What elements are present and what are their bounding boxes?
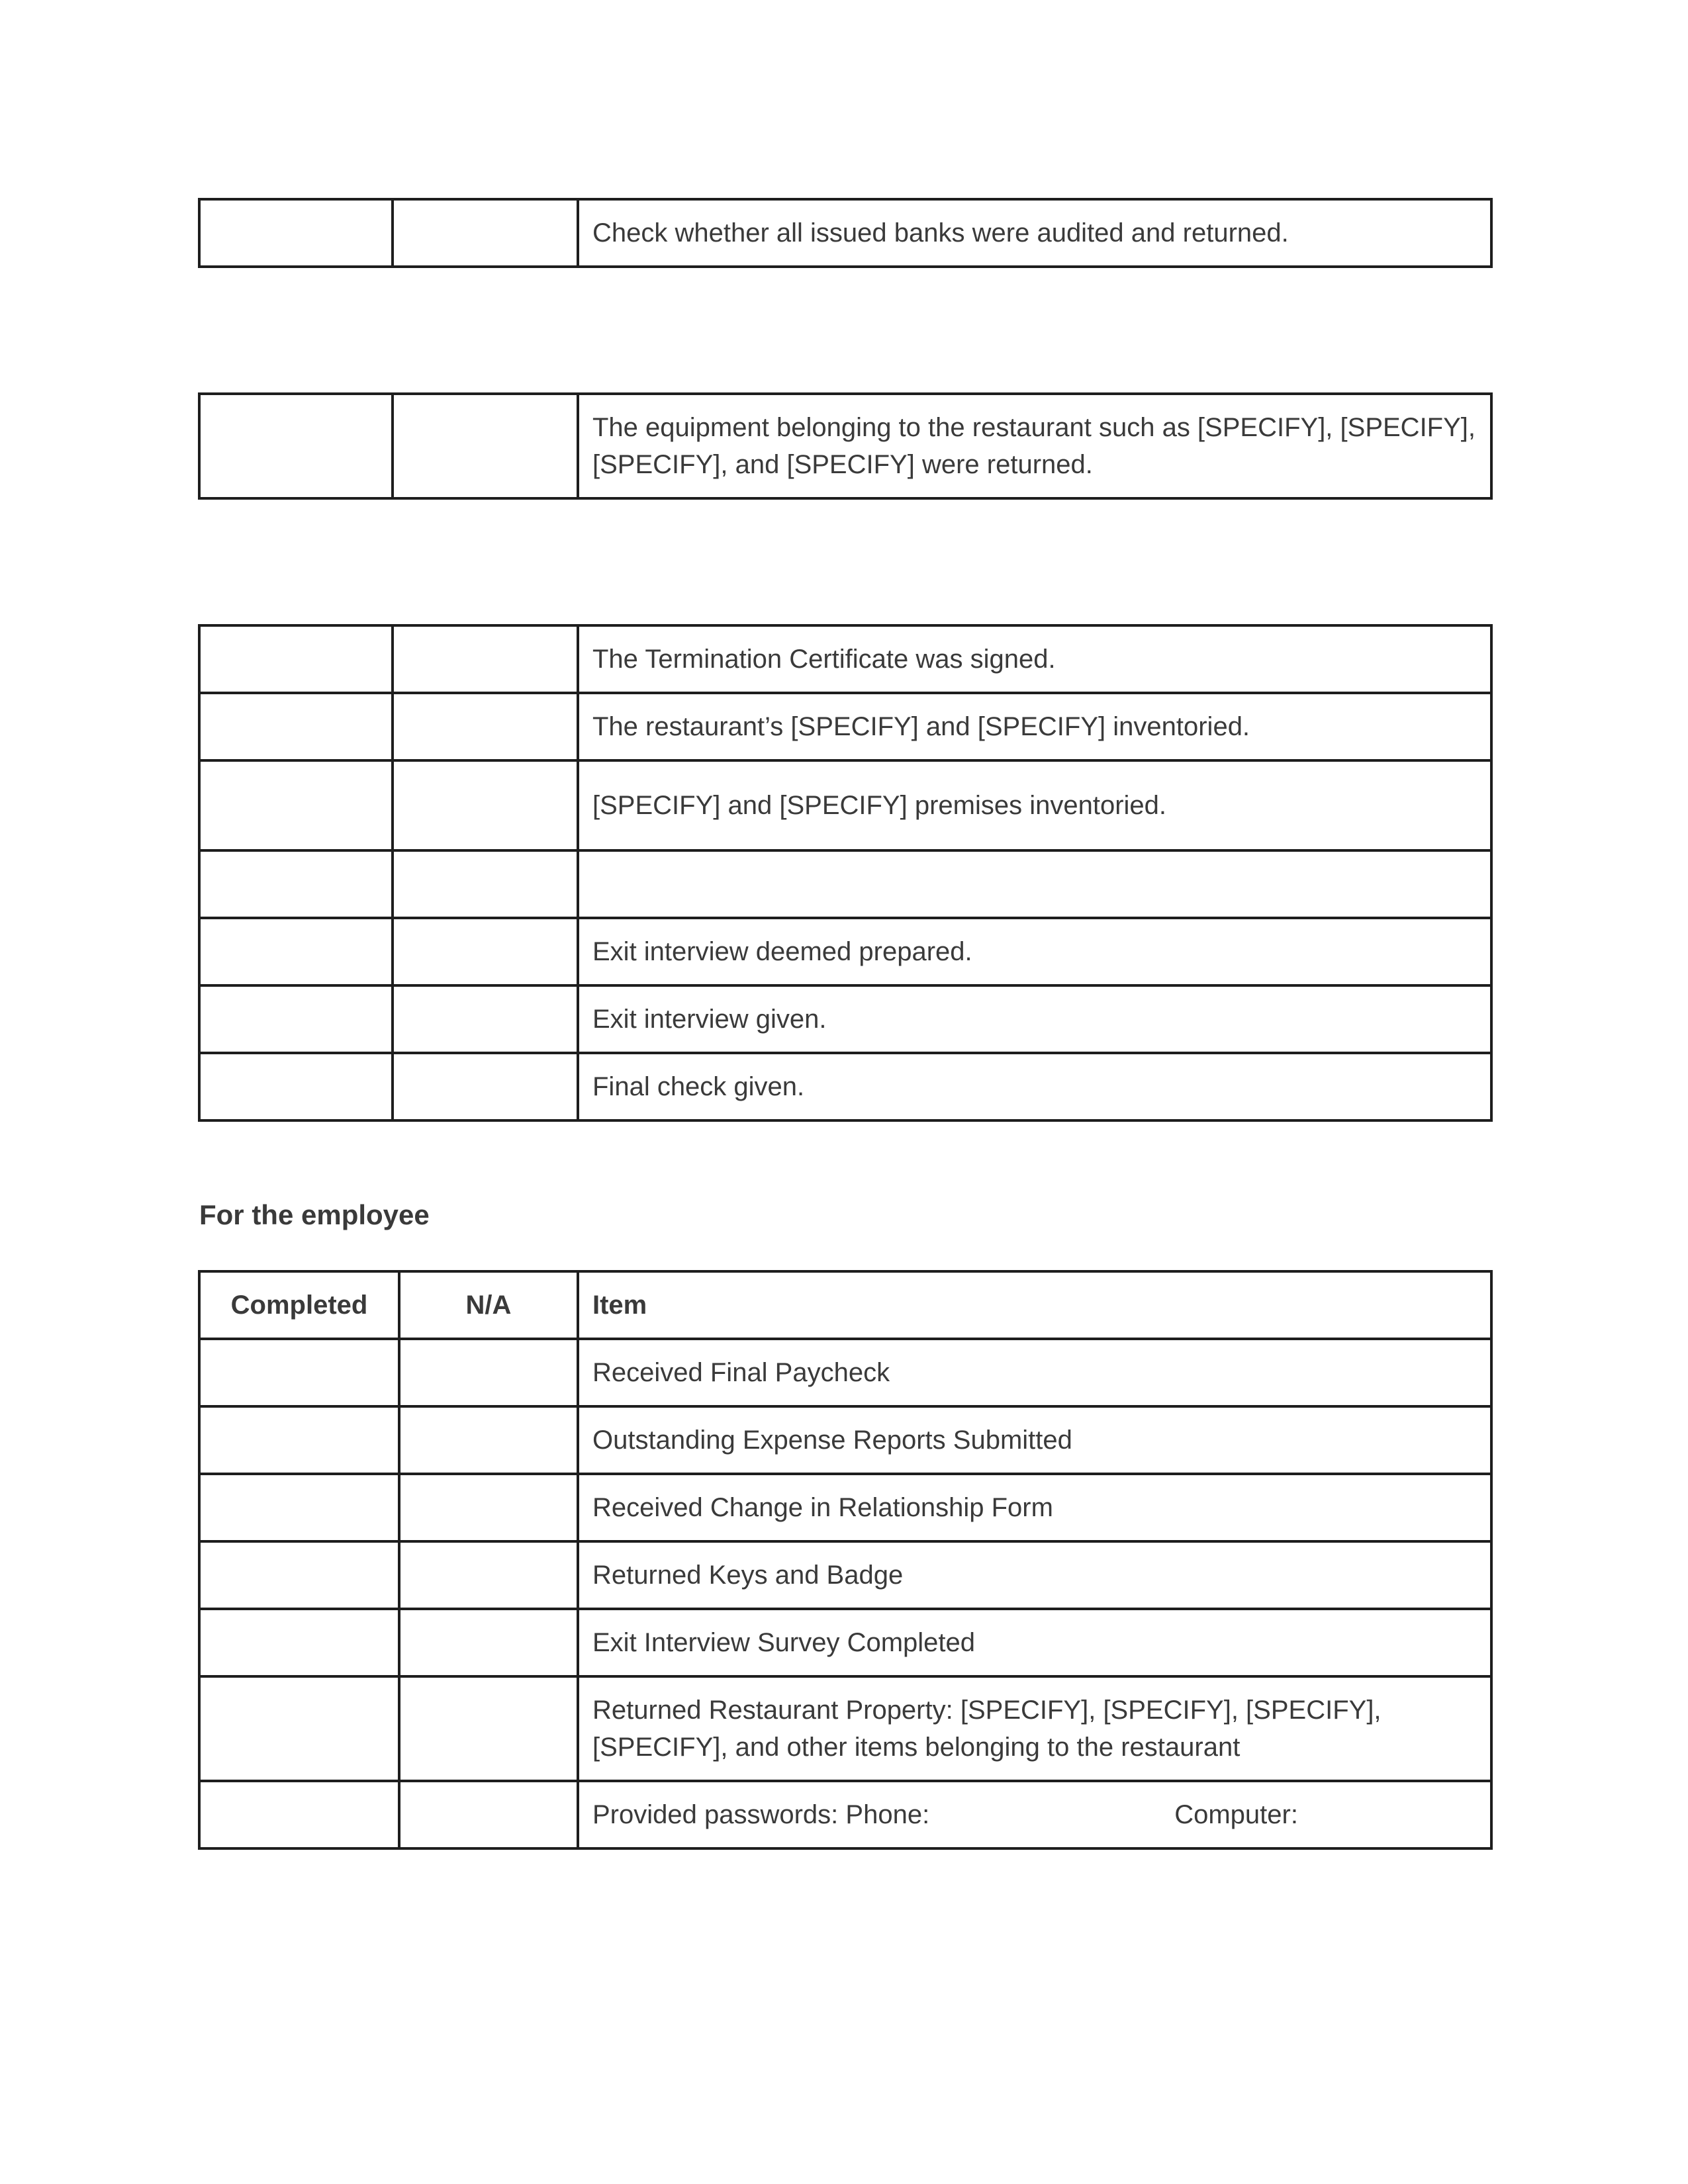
completed-cell[interactable] bbox=[199, 1609, 399, 1676]
completed-cell[interactable] bbox=[199, 1474, 399, 1541]
table-row bbox=[199, 1609, 1491, 1676]
table-row bbox=[199, 625, 1491, 693]
table-row bbox=[199, 985, 1491, 1053]
na-cell[interactable] bbox=[399, 1676, 578, 1781]
completed-cell[interactable] bbox=[199, 1406, 399, 1474]
item-cell bbox=[578, 850, 1491, 918]
computer-password-label: Computer: bbox=[1174, 1800, 1298, 1829]
item-cell: The equipment belonging to the restaurant such as [SPECIFY], [SPECIFY], [SPECIFY], and [SPECIFY] were returned. bbox=[578, 394, 1491, 498]
banks-checklist-table bbox=[198, 198, 1493, 268]
na-cell[interactable] bbox=[393, 693, 578, 760]
na-cell[interactable] bbox=[393, 199, 578, 267]
phone-password-label: Provided passwords: Phone: bbox=[592, 1800, 930, 1829]
table-row bbox=[199, 760, 1491, 850]
na-cell[interactable] bbox=[399, 1474, 578, 1541]
table-row bbox=[199, 199, 1491, 267]
completed-cell[interactable] bbox=[199, 985, 393, 1053]
completed-cell[interactable] bbox=[199, 1053, 393, 1120]
termination-checklist-table bbox=[198, 624, 1493, 1122]
table-row bbox=[199, 1474, 1491, 1541]
item-cell: Exit interview deemed prepared. bbox=[578, 918, 1491, 985]
item-cell: [SPECIFY] and [SPECIFY] premises inventoried. bbox=[578, 760, 1491, 850]
na-cell[interactable] bbox=[393, 394, 578, 498]
table-row bbox=[199, 1781, 1491, 1848]
item-cell: Received Change in Relationship Form bbox=[578, 1474, 1491, 1541]
table-row bbox=[199, 1053, 1491, 1120]
completed-cell[interactable] bbox=[199, 625, 393, 693]
na-cell[interactable] bbox=[399, 1609, 578, 1676]
table-header-row bbox=[199, 1271, 1491, 1339]
na-cell[interactable] bbox=[393, 985, 578, 1053]
na-cell[interactable] bbox=[393, 760, 578, 850]
table-row bbox=[199, 1406, 1491, 1474]
item-cell: Exit interview given. bbox=[578, 985, 1491, 1053]
completed-cell[interactable] bbox=[199, 199, 393, 267]
passwords-cell bbox=[578, 1781, 1491, 1848]
table-row bbox=[199, 850, 1491, 918]
na-cell[interactable] bbox=[393, 918, 578, 985]
table-row bbox=[199, 1541, 1491, 1609]
completed-cell[interactable] bbox=[199, 394, 393, 498]
item-cell: Check whether all issued banks were audited and returned. bbox=[578, 199, 1491, 267]
item-cell: Returned Restaurant Property: [SPECIFY], [SPECIFY], [SPECIFY], [SPECIFY], and other items belonging to the restaurant bbox=[578, 1676, 1491, 1781]
item-header: Item bbox=[578, 1271, 1491, 1339]
na-header: N/A bbox=[399, 1271, 578, 1339]
na-cell[interactable] bbox=[399, 1541, 578, 1609]
item-cell: Outstanding Expense Reports Submitted bbox=[578, 1406, 1491, 1474]
table-row bbox=[199, 693, 1491, 760]
employee-checklist-table bbox=[198, 1270, 1493, 1850]
na-cell[interactable] bbox=[399, 1406, 578, 1474]
item-cell: The restaurant’s [SPECIFY] and [SPECIFY] inventoried. bbox=[578, 693, 1491, 760]
completed-cell[interactable] bbox=[199, 1676, 399, 1781]
na-cell[interactable] bbox=[399, 1339, 578, 1406]
completed-header: Completed bbox=[199, 1271, 399, 1339]
completed-cell[interactable] bbox=[199, 1339, 399, 1406]
table-row bbox=[199, 918, 1491, 985]
item-cell: The Termination Certificate was signed. bbox=[578, 625, 1491, 693]
table-row bbox=[199, 1676, 1491, 1781]
completed-cell[interactable] bbox=[199, 1781, 399, 1848]
employee-section-heading: For the employee bbox=[199, 1199, 430, 1230]
completed-cell[interactable] bbox=[199, 918, 393, 985]
na-cell[interactable] bbox=[393, 850, 578, 918]
completed-cell[interactable] bbox=[199, 760, 393, 850]
na-cell[interactable] bbox=[393, 625, 578, 693]
item-cell: Exit Interview Survey Completed bbox=[578, 1609, 1491, 1676]
completed-cell[interactable] bbox=[199, 693, 393, 760]
table-row bbox=[199, 1339, 1491, 1406]
item-cell: Received Final Paycheck bbox=[578, 1339, 1491, 1406]
na-cell[interactable] bbox=[393, 1053, 578, 1120]
item-cell: Final check given. bbox=[578, 1053, 1491, 1120]
completed-cell[interactable] bbox=[199, 850, 393, 918]
equipment-checklist-table bbox=[198, 392, 1493, 500]
completed-cell[interactable] bbox=[199, 1541, 399, 1609]
item-cell: Returned Keys and Badge bbox=[578, 1541, 1491, 1609]
na-cell[interactable] bbox=[399, 1781, 578, 1848]
table-row bbox=[199, 394, 1491, 498]
